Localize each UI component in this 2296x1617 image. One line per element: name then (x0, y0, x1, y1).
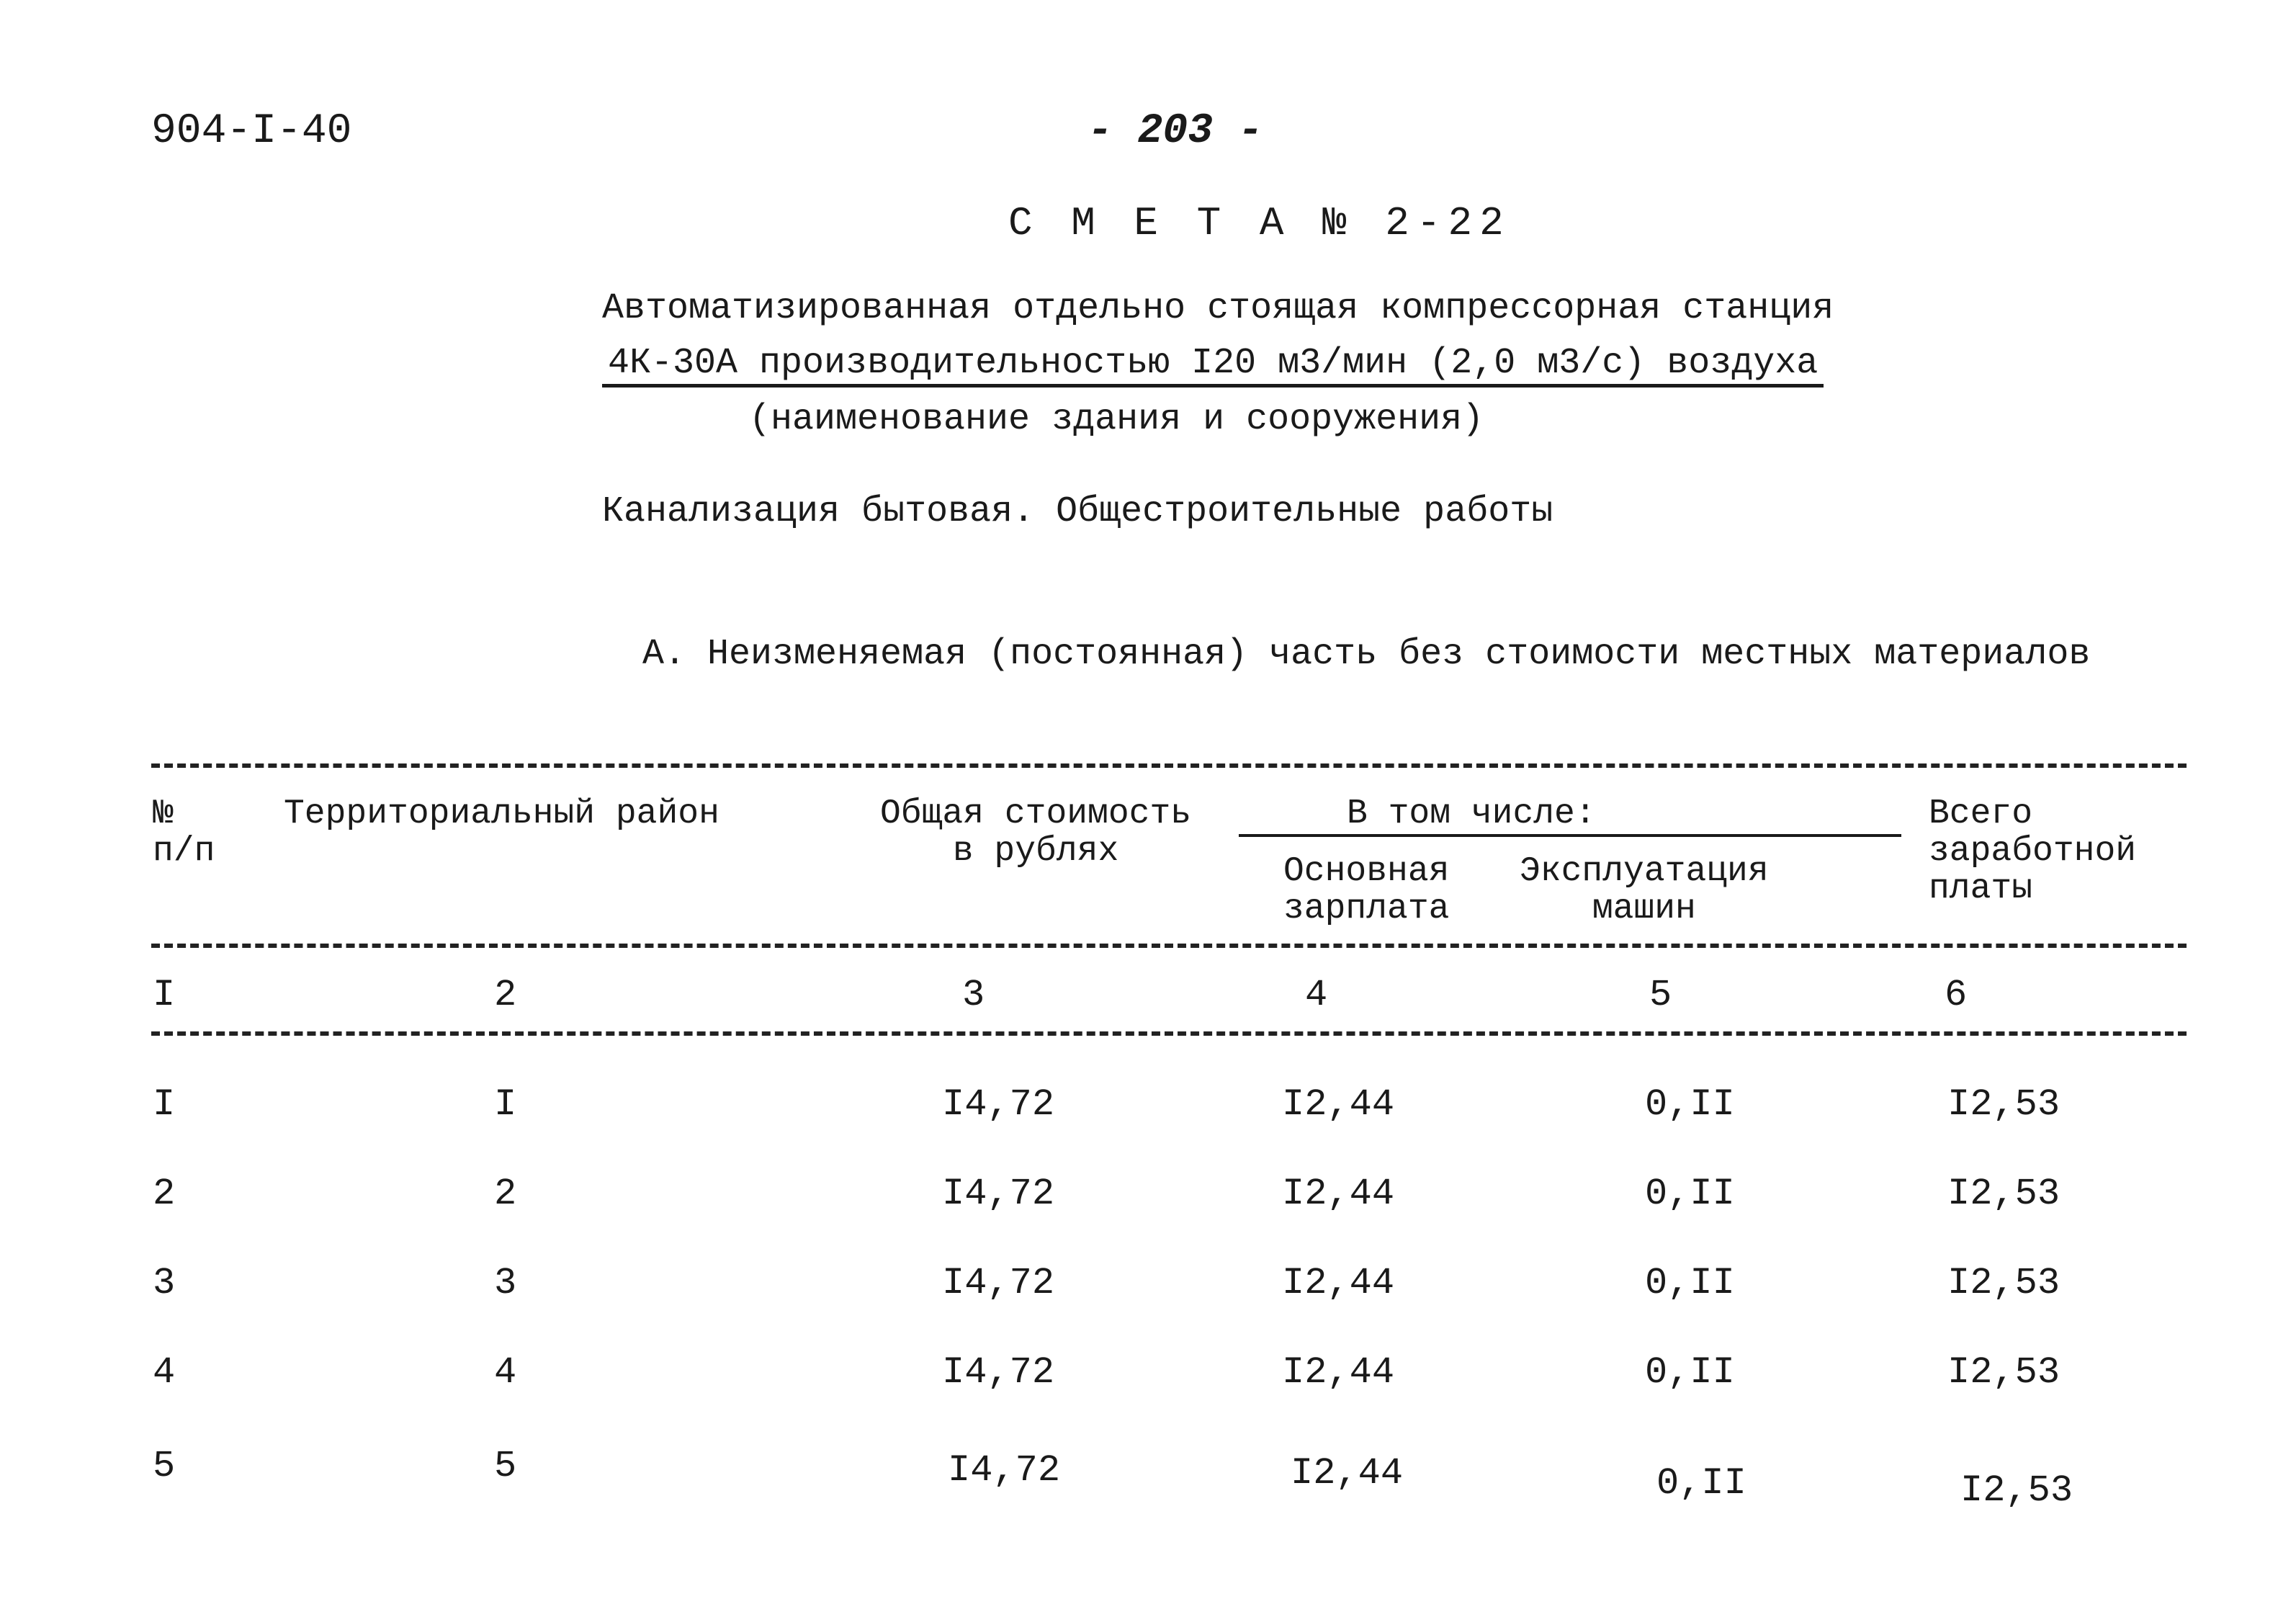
header-total-salary: Всего заработной платы (1929, 794, 2137, 908)
cell-salary: I2,44 (1291, 1452, 1404, 1495)
cell-district: 3 (494, 1262, 517, 1304)
cell-district: 4 (494, 1351, 517, 1394)
cell-total-salary: I2,53 (1947, 1262, 2060, 1304)
cell-machines: 0,II (1645, 1083, 1735, 1126)
cell-num: 4 (153, 1351, 176, 1394)
header-machines: Эксплуатация машин (1520, 852, 1769, 928)
cell-machines: 0,II (1645, 1173, 1735, 1215)
cell-total-salary: I2,53 (1947, 1173, 2060, 1215)
cell-salary: I2,44 (1282, 1262, 1395, 1304)
cell-total-cost: I4,72 (942, 1083, 1055, 1126)
cell-salary: I2,44 (1282, 1173, 1395, 1215)
cell-num: I (153, 1083, 176, 1126)
table-top-rule (151, 763, 2187, 768)
cell-machines: 0,II (1645, 1262, 1735, 1304)
cell-district: I (494, 1083, 517, 1126)
part-title: А. Неизменяемая (постоянная) часть без стоимости местных материалов (642, 634, 2091, 675)
cell-salary: I2,44 (1282, 1351, 1395, 1394)
cell-district: 2 (494, 1173, 517, 1215)
header-including-rule (1239, 834, 1901, 837)
cell-total-salary: I2,53 (1960, 1469, 2073, 1512)
cell-total-salary: I2,53 (1947, 1351, 2060, 1394)
cell-total-cost: I4,72 (948, 1449, 1061, 1492)
header-total-cost: Общая стоимость в рублях (880, 794, 1192, 871)
cell-num: 2 (153, 1173, 176, 1215)
colnum-1: I (153, 974, 176, 1016)
cell-machines: 0,II (1656, 1462, 1746, 1505)
section-title: Канализация бытовая. Общестроительные работы (602, 491, 1553, 532)
header-district: Территориальный район (284, 794, 719, 833)
colnum-5: 5 (1649, 974, 1672, 1016)
cell-district: 5 (494, 1445, 517, 1487)
colnum-3: 3 (962, 974, 985, 1016)
page-number: - 203 - (1088, 108, 1263, 155)
colnum-6: 6 (1945, 974, 1968, 1016)
document-code: 904-I-40 (151, 108, 352, 155)
cell-salary: I2,44 (1282, 1083, 1395, 1126)
cell-machines: 0,II (1645, 1351, 1735, 1394)
cell-total-cost: I4,72 (942, 1173, 1055, 1215)
header-num: № п/п (153, 794, 215, 871)
header-including: В том числе: (1347, 794, 1596, 833)
object-name-caption: (наименование здания и сооружения) (749, 399, 1484, 440)
object-name-line2: 4К-30А производительностью I20 м3/мин (2,0 м3/с) воздуха (602, 343, 1824, 388)
header-bottom-rule (151, 944, 2187, 948)
cell-num: 5 (153, 1445, 176, 1487)
colnum-4: 4 (1305, 974, 1328, 1016)
cell-total-salary: I2,53 (1947, 1083, 2060, 1126)
cell-num: 3 (153, 1262, 176, 1304)
cell-total-cost: I4,72 (942, 1262, 1055, 1304)
estimate-title: С М Е Т А № 2-22 (1008, 200, 1511, 246)
header-salary: Основная зарплата (1283, 852, 1450, 928)
object-name-line1: Автоматизированная отдельно стоящая компрессорная станция (602, 288, 1834, 329)
cell-total-cost: I4,72 (942, 1351, 1055, 1394)
colnum-2: 2 (494, 974, 517, 1016)
column-numbers-rule (151, 1031, 2187, 1036)
